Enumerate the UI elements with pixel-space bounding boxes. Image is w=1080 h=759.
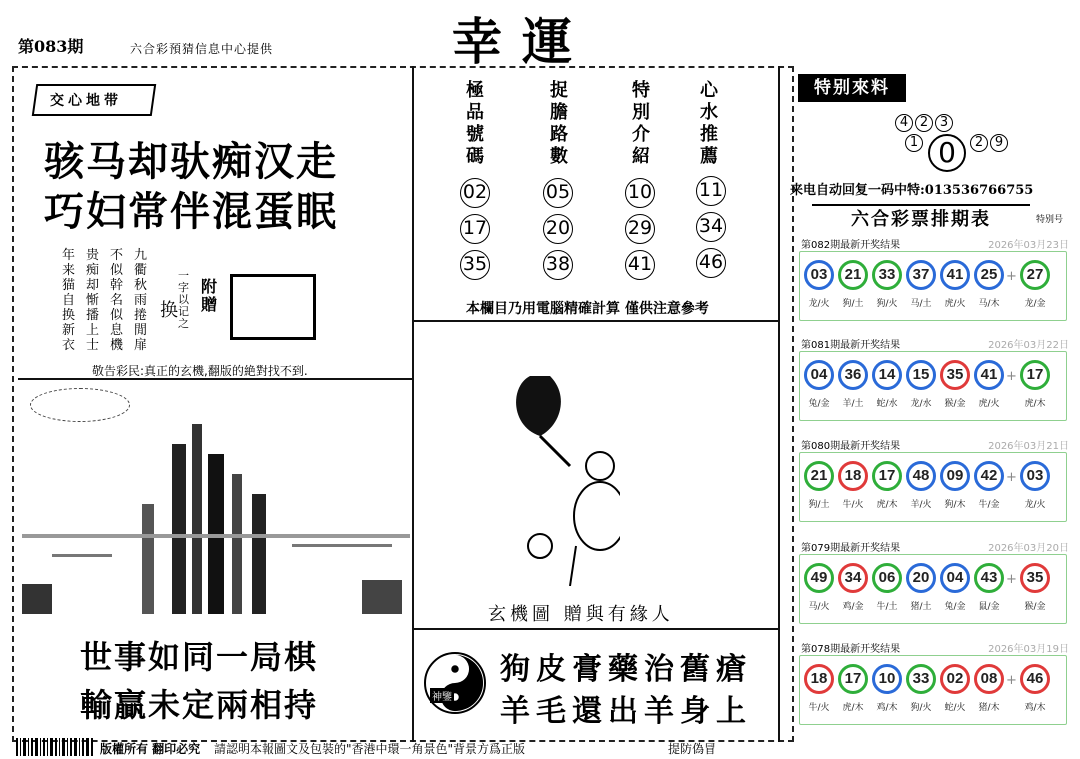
- phone-text: 来电自动回复一码中特:013536766755: [790, 183, 1034, 198]
- plus-icon: +: [1006, 470, 1017, 485]
- zodiac-label: 虎/木: [876, 500, 898, 510]
- draw-date: 2026年03月21日: [988, 441, 1069, 452]
- plus-icon: +: [1006, 269, 1017, 284]
- left-poem-line-2: 輸贏未定兩相持: [80, 686, 319, 724]
- slogan-line-1: 骇马却驮痴汉走: [44, 138, 338, 185]
- zodiac-label: 龙/火: [1024, 500, 1046, 510]
- zodiac-label: 猪/木: [978, 703, 1000, 713]
- hint-circle: 9: [990, 134, 1008, 152]
- yin-yang-icon: [424, 652, 486, 714]
- zodiac-label: 龙/水: [910, 399, 932, 409]
- draw-result-row: [799, 452, 1067, 522]
- authenticity-text: 請認明本報圖文及包裝的"香港中環一角景色"背景方爲正版: [214, 742, 526, 756]
- number-circle: 17: [460, 214, 490, 244]
- zodiac-label: 龙/火: [808, 299, 830, 309]
- number-circle: 05: [543, 178, 573, 208]
- featured-number: 0: [928, 134, 966, 172]
- lottery-ball: 33: [872, 260, 902, 290]
- lottery-ball: 03: [804, 260, 834, 290]
- draw-result-row: [799, 655, 1067, 725]
- tag-label: 交心地带: [50, 93, 122, 109]
- number-circle: 35: [460, 250, 490, 280]
- zodiac-label: 马/土: [910, 299, 932, 309]
- lottery-ball: 43: [974, 563, 1004, 593]
- lottery-ball: 36: [838, 360, 868, 390]
- lottery-ball: 21: [804, 461, 834, 491]
- zodiac-label: 狗/火: [910, 703, 932, 713]
- zodiac-label: 狗/木: [944, 500, 966, 510]
- gift-box: [230, 274, 316, 340]
- lottery-ball: 04: [940, 563, 970, 593]
- zodiac-label: 马/火: [808, 602, 830, 612]
- column-head-3: 特別介紹: [632, 80, 650, 167]
- divider-center-top: [414, 320, 778, 322]
- exchange-char: 换: [160, 300, 178, 321]
- number-circle: 02: [460, 178, 490, 208]
- lottery-ball: 02: [940, 664, 970, 694]
- draw-header: [801, 539, 1069, 554]
- draw-date: 2026年03月23日: [988, 240, 1069, 251]
- draw-result-row: [799, 351, 1067, 421]
- lottery-ball: 42: [974, 461, 1004, 491]
- plus-icon: +: [1006, 673, 1017, 688]
- zodiac-label: 狗/土: [808, 500, 830, 510]
- hint-circle: 4: [895, 114, 913, 132]
- draw-period-label: 第080期最新开奖结果: [801, 441, 901, 452]
- hint-circle: 1: [905, 134, 923, 152]
- lottery-ball: 09: [940, 461, 970, 491]
- lottery-ball: 14: [872, 360, 902, 390]
- zodiac-label: 兔/金: [944, 602, 966, 612]
- poem-column-4: 九衢秋雨捲閒扉: [134, 248, 148, 353]
- lottery-ball: 41: [940, 260, 970, 290]
- zodiac-label: 蛇/火: [944, 703, 966, 713]
- hint-circle: 3: [935, 114, 953, 132]
- issue-number: 第083期: [18, 37, 84, 56]
- zodiac-label: 牛/金: [978, 500, 1000, 510]
- zodiac-label: 龙/金: [1024, 299, 1046, 309]
- lottery-ball: 18: [804, 664, 834, 694]
- draw-header: [801, 336, 1069, 351]
- zodiac-label: 羊/火: [910, 500, 932, 510]
- number-circle: 29: [625, 214, 655, 244]
- figure-caption: 玄機圖 贈與有緣人: [488, 604, 674, 625]
- column-head-4: 心水推薦: [700, 80, 718, 167]
- poem-column-1: 年来猫自换新衣: [62, 248, 76, 353]
- copyright-text: 版權所有 翻印必究: [100, 742, 201, 756]
- lottery-ball: 27: [1020, 260, 1050, 290]
- lottery-ball: 35: [940, 360, 970, 390]
- poem-column-2: 贵痴却惭播上士: [86, 248, 100, 353]
- zodiac-label: 羊/土: [842, 399, 864, 409]
- zodiac-label: 虎/木: [1024, 399, 1046, 409]
- number-circle: 10: [625, 178, 655, 208]
- zodiac-label: 兔/金: [808, 399, 830, 409]
- draw-date: 2026年03月20日: [988, 543, 1069, 554]
- zodiac-label: 蛇/水: [876, 399, 898, 409]
- lottery-ball: 48: [906, 461, 936, 491]
- poem-column-3: 不似幹名似息機: [110, 248, 124, 353]
- zodiac-label: 牛/土: [876, 602, 898, 612]
- lottery-ball: 17: [838, 664, 868, 694]
- lottery-ball: 04: [804, 360, 834, 390]
- lottery-ball: 33: [906, 664, 936, 694]
- zodiac-label: 虎/火: [978, 399, 1000, 409]
- noisy-illustration: [22, 384, 410, 614]
- notice-text: 敬告彩民:真正的玄機,翻版的絶對找不到.: [92, 364, 308, 378]
- lottery-ball: 10: [872, 664, 902, 694]
- divider-vertical-right: [778, 66, 780, 742]
- number-circle: 41: [625, 250, 655, 280]
- lottery-ball: 21: [838, 260, 868, 290]
- zodiac-label: 牛/火: [808, 703, 830, 713]
- lottery-ball: 17: [872, 461, 902, 491]
- number-circle: 46: [696, 248, 726, 278]
- column-head-1: 極品號碼: [466, 80, 484, 167]
- zodiac-label: 鼠/金: [978, 602, 1000, 612]
- hint-circle: 2: [970, 134, 988, 152]
- number-circle: 11: [696, 176, 726, 206]
- zodiac-label: 虎/火: [944, 299, 966, 309]
- hint-circle: 2: [915, 114, 933, 132]
- lottery-ball: 35: [1020, 563, 1050, 593]
- lottery-ball: 15: [906, 360, 936, 390]
- lottery-ball: 03: [1020, 461, 1050, 491]
- zodiac-label: 马/木: [978, 299, 1000, 309]
- divider-vertical-left: [412, 66, 414, 742]
- zodiac-label: 鸡/木: [876, 703, 898, 713]
- draw-date: 2026年03月19日: [988, 644, 1069, 655]
- page-title: 幸運: [452, 12, 592, 71]
- zodiac-label: 鸡/木: [1024, 703, 1046, 713]
- draw-header: [801, 640, 1069, 655]
- lottery-ball: 18: [838, 461, 868, 491]
- draw-period-label: 第081期最新开奖结果: [801, 340, 901, 351]
- yin-yang-label: 神鑒: [430, 688, 454, 703]
- lottery-ball: 20: [906, 563, 936, 593]
- zodiac-label: 猪/土: [910, 602, 932, 612]
- zodiac-label: 狗/火: [876, 299, 898, 309]
- column-head-2: 捉膽路數: [550, 80, 568, 167]
- draw-date: 2026年03月22日: [988, 340, 1069, 351]
- lottery-ball: 06: [872, 563, 902, 593]
- zodiac-label: 猴/金: [1024, 602, 1046, 612]
- provider-text: 六合彩預猜信息中心提供: [130, 42, 274, 56]
- plus-icon: +: [1006, 572, 1017, 587]
- zodiac-label: 狗/土: [842, 299, 864, 309]
- draw-header: [801, 236, 1069, 251]
- special-header: 特别來料: [798, 74, 906, 102]
- zodiac-label: 虎/木: [842, 703, 864, 713]
- number-circle: 20: [543, 214, 573, 244]
- zodiac-label: 牛/火: [842, 500, 864, 510]
- gift-hint: 一字以记之: [178, 269, 189, 330]
- lottery-ball: 46: [1020, 664, 1050, 694]
- schedule-title: 六合彩票排期表: [812, 204, 1030, 232]
- number-circle: 34: [696, 212, 726, 242]
- plus-icon: +: [1006, 369, 1017, 384]
- lottery-ball: 41: [974, 360, 1004, 390]
- counterfeit-warning: 提防偽冒: [668, 742, 717, 756]
- draw-header: [801, 437, 1069, 452]
- lottery-ball: 37: [906, 260, 936, 290]
- monk-figure-illustration: [500, 366, 620, 586]
- right-poem-line-2: 羊毛還出羊身上: [500, 694, 752, 729]
- lottery-ball: 34: [838, 563, 868, 593]
- barcode-icon: [16, 738, 96, 756]
- divider-center-bottom: [414, 628, 778, 630]
- draw-result-row: [799, 251, 1067, 321]
- draw-result-row: [799, 554, 1067, 624]
- draw-period-label: 第078期最新开奖结果: [801, 644, 901, 655]
- lottery-ball: 25: [974, 260, 1004, 290]
- zodiac-label: 猴/金: [944, 399, 966, 409]
- lottery-ball: 08: [974, 664, 1004, 694]
- calc-note: 本欄目乃用電腦精確計算 僅供注意參考: [466, 301, 709, 317]
- left-poem-line-1: 世事如同一局棋: [80, 638, 319, 676]
- slogan-line-2: 巧妇常伴混蛋眠: [44, 188, 338, 235]
- lottery-ball: 49: [804, 563, 834, 593]
- zodiac-label: 鸡/金: [842, 602, 864, 612]
- draw-period-label: 第082期最新开奖结果: [801, 240, 901, 251]
- number-circle: 38: [543, 250, 573, 280]
- lottery-ball: 17: [1020, 360, 1050, 390]
- right-poem-line-1: 狗皮膏藥治舊瘡: [500, 652, 752, 687]
- schedule-side-label: 特别号: [1036, 215, 1064, 225]
- gift-label: 附贈: [201, 277, 218, 314]
- draw-period-label: 第079期最新开奖结果: [801, 543, 901, 554]
